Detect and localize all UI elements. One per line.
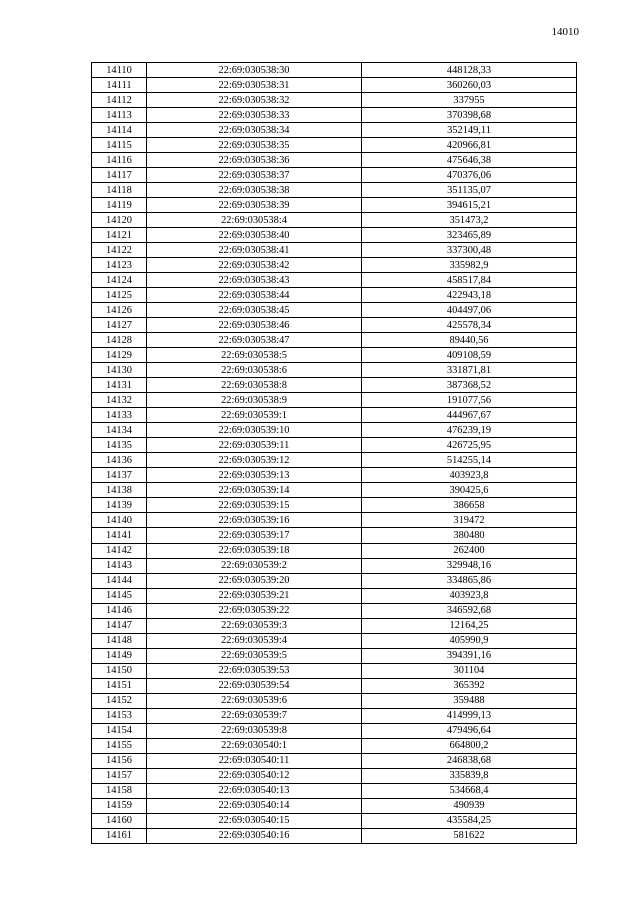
table-row (92, 648, 577, 663)
row-number-cell: 14147 (92, 618, 147, 633)
value-cell: 414999,13 (362, 708, 577, 723)
row-number-cell: 14158 (92, 783, 147, 798)
row-number-cell: 14156 (92, 753, 147, 768)
table-row (92, 753, 577, 768)
cadastral-number-cell: 22:69:030538:41 (147, 243, 362, 258)
row-number-cell: 14123 (92, 258, 147, 273)
cadastral-number-cell: 22:69:030539:10 (147, 423, 362, 438)
table-row (92, 423, 577, 438)
row-number-cell: 14155 (92, 738, 147, 753)
value-cell: 334865,86 (362, 573, 577, 588)
value-cell: 448128,33 (362, 63, 577, 78)
table-row (92, 228, 577, 243)
value-cell: 444967,67 (362, 408, 577, 423)
row-number-cell: 14130 (92, 363, 147, 378)
cadastral-number-cell: 22:69:030538:47 (147, 333, 362, 348)
cadastral-number-cell: 22:69:030539:3 (147, 618, 362, 633)
row-number-cell: 14133 (92, 408, 147, 423)
value-cell: 380480 (362, 528, 577, 543)
cadastral-number-cell: 22:69:030539:14 (147, 483, 362, 498)
table-row (92, 213, 577, 228)
cadastral-number-cell: 22:69:030538:40 (147, 228, 362, 243)
cadastral-number-cell: 22:69:030540:15 (147, 813, 362, 828)
table-row (92, 453, 577, 468)
value-cell: 323465,89 (362, 228, 577, 243)
value-cell: 420966,81 (362, 138, 577, 153)
row-number-cell: 14124 (92, 273, 147, 288)
cadastral-number-cell: 22:69:030538:32 (147, 93, 362, 108)
table-row (92, 288, 577, 303)
cadastral-number-cell: 22:69:030539:12 (147, 453, 362, 468)
table-row (92, 123, 577, 138)
table-row (92, 663, 577, 678)
table-row (92, 468, 577, 483)
table-row (92, 78, 577, 93)
row-number-cell: 14144 (92, 573, 147, 588)
value-cell: 479496,64 (362, 723, 577, 738)
cadastral-number-cell: 22:69:030538:36 (147, 153, 362, 168)
value-cell: 89440,56 (362, 333, 577, 348)
cadastral-number-cell: 22:69:030539:6 (147, 693, 362, 708)
cadastral-number-cell: 22:69:030538:30 (147, 63, 362, 78)
value-cell: 405990,9 (362, 633, 577, 648)
cadastral-number-cell: 22:69:030538:44 (147, 288, 362, 303)
row-number-cell: 14120 (92, 213, 147, 228)
cadastral-number-cell: 22:69:030539:13 (147, 468, 362, 483)
value-cell: 335839,8 (362, 768, 577, 783)
row-number-cell: 14154 (92, 723, 147, 738)
row-number-cell: 14127 (92, 318, 147, 333)
row-number-cell: 14111 (92, 78, 147, 93)
table-row (92, 378, 577, 393)
table-row (92, 198, 577, 213)
value-cell: 470376,06 (362, 168, 577, 183)
table-row (92, 108, 577, 123)
cadastral-number-cell: 22:69:030538:37 (147, 168, 362, 183)
value-cell: 351473,2 (362, 213, 577, 228)
table-row (92, 153, 577, 168)
row-number-cell: 14128 (92, 333, 147, 348)
value-cell: 337955 (362, 93, 577, 108)
cadastral-number-cell: 22:69:030538:9 (147, 393, 362, 408)
cadastral-number-cell: 22:69:030539:15 (147, 498, 362, 513)
table-row (92, 738, 577, 753)
table-row (92, 348, 577, 363)
value-cell: 359488 (362, 693, 577, 708)
row-number-cell: 14125 (92, 288, 147, 303)
row-number-cell: 14152 (92, 693, 147, 708)
row-number-cell: 14116 (92, 153, 147, 168)
value-cell: 246838,68 (362, 753, 577, 768)
cadastral-number-cell: 22:69:030539:7 (147, 708, 362, 723)
value-cell: 514255,14 (362, 453, 577, 468)
row-number-cell: 14143 (92, 558, 147, 573)
row-number-cell: 14136 (92, 453, 147, 468)
row-number-cell: 14160 (92, 813, 147, 828)
cadastral-number-cell: 22:69:030538:5 (147, 348, 362, 363)
value-cell: 409108,59 (362, 348, 577, 363)
table-row (92, 393, 577, 408)
table-row (92, 168, 577, 183)
value-cell: 390425,6 (362, 483, 577, 498)
cadastral-number-cell: 22:69:030539:4 (147, 633, 362, 648)
row-number-cell: 14157 (92, 768, 147, 783)
row-number-cell: 14112 (92, 93, 147, 108)
value-cell: 387368,52 (362, 378, 577, 393)
table-row (92, 438, 577, 453)
value-cell: 346592,68 (362, 603, 577, 618)
value-cell: 534668,4 (362, 783, 577, 798)
cadastral-number-cell: 22:69:030538:33 (147, 108, 362, 123)
value-cell: 476239,19 (362, 423, 577, 438)
row-number-cell: 14148 (92, 633, 147, 648)
table-row (92, 303, 577, 318)
table-row (92, 828, 577, 843)
cadastral-value-table (91, 62, 577, 844)
cadastral-number-cell: 22:69:030540:1 (147, 738, 362, 753)
value-cell: 360260,03 (362, 78, 577, 93)
table-row (92, 588, 577, 603)
table-body (92, 63, 577, 844)
row-number-cell: 14149 (92, 648, 147, 663)
table-row (92, 63, 577, 78)
table-row (92, 633, 577, 648)
row-number-cell: 14122 (92, 243, 147, 258)
table-row (92, 708, 577, 723)
value-cell: 404497,06 (362, 303, 577, 318)
value-cell: 394391,16 (362, 648, 577, 663)
table-row (92, 558, 577, 573)
cadastral-number-cell: 22:69:030538:34 (147, 123, 362, 138)
table-row (92, 318, 577, 333)
row-number-cell: 14115 (92, 138, 147, 153)
value-cell: 386658 (362, 498, 577, 513)
value-cell: 329948,16 (362, 558, 577, 573)
row-number-cell: 14135 (92, 438, 147, 453)
row-number-cell: 14121 (92, 228, 147, 243)
value-cell: 435584,25 (362, 813, 577, 828)
table-row (92, 603, 577, 618)
table-row (92, 513, 577, 528)
cadastral-number-cell: 22:69:030538:42 (147, 258, 362, 273)
cadastral-number-cell: 22:69:030539:20 (147, 573, 362, 588)
value-cell: 331871,81 (362, 363, 577, 378)
table-row (92, 798, 577, 813)
value-cell: 351135,07 (362, 183, 577, 198)
table-row (92, 783, 577, 798)
value-cell: 458517,84 (362, 273, 577, 288)
table-row (92, 678, 577, 693)
cadastral-number-cell: 22:69:030540:12 (147, 768, 362, 783)
table-row (92, 183, 577, 198)
cadastral-number-cell: 22:69:030539:53 (147, 663, 362, 678)
row-number-cell: 14110 (92, 63, 147, 78)
table-row (92, 693, 577, 708)
table-row (92, 93, 577, 108)
value-cell: 475646,38 (362, 153, 577, 168)
row-number-cell: 14113 (92, 108, 147, 123)
cadastral-number-cell: 22:69:030538:43 (147, 273, 362, 288)
row-number-cell: 14140 (92, 513, 147, 528)
value-cell: 301104 (362, 663, 577, 678)
cadastral-number-cell: 22:69:030539:17 (147, 528, 362, 543)
row-number-cell: 14153 (92, 708, 147, 723)
row-number-cell: 14145 (92, 588, 147, 603)
table-row (92, 243, 577, 258)
value-cell: 490939 (362, 798, 577, 813)
value-cell: 335982,9 (362, 258, 577, 273)
row-number-cell: 14126 (92, 303, 147, 318)
row-number-cell: 14150 (92, 663, 147, 678)
row-number-cell: 14131 (92, 378, 147, 393)
table-row (92, 258, 577, 273)
value-cell: 337300,48 (362, 243, 577, 258)
table-row (92, 618, 577, 633)
value-cell: 352149,11 (362, 123, 577, 138)
table-row (92, 408, 577, 423)
value-cell: 394615,21 (362, 198, 577, 213)
table-row (92, 813, 577, 828)
cadastral-number-cell: 22:69:030540:14 (147, 798, 362, 813)
cadastral-number-cell: 22:69:030538:8 (147, 378, 362, 393)
row-number-cell: 14114 (92, 123, 147, 138)
table-row (92, 363, 577, 378)
cadastral-number-cell: 22:69:030538:4 (147, 213, 362, 228)
cadastral-number-cell: 22:69:030539:1 (147, 408, 362, 423)
cadastral-number-cell: 22:69:030539:5 (147, 648, 362, 663)
table-row (92, 138, 577, 153)
value-cell: 425578,34 (362, 318, 577, 333)
cadastral-number-cell: 22:69:030538:39 (147, 198, 362, 213)
value-cell: 262400 (362, 543, 577, 558)
cadastral-number-cell: 22:69:030539:21 (147, 588, 362, 603)
row-number-cell: 14146 (92, 603, 147, 618)
value-cell: 664800,2 (362, 738, 577, 753)
cadastral-number-cell: 22:69:030540:11 (147, 753, 362, 768)
value-cell: 403923,8 (362, 468, 577, 483)
row-number-cell: 14118 (92, 183, 147, 198)
table-row (92, 723, 577, 738)
row-number-cell: 14142 (92, 543, 147, 558)
row-number-cell: 14129 (92, 348, 147, 363)
table-row (92, 528, 577, 543)
row-number-cell: 14119 (92, 198, 147, 213)
row-number-cell: 14139 (92, 498, 147, 513)
table-row (92, 273, 577, 288)
cadastral-number-cell: 22:69:030538:46 (147, 318, 362, 333)
cadastral-number-cell: 22:69:030539:16 (147, 513, 362, 528)
table-row (92, 483, 577, 498)
row-number-cell: 14159 (92, 798, 147, 813)
cadastral-number-cell: 22:69:030538:31 (147, 78, 362, 93)
row-number-cell: 14151 (92, 678, 147, 693)
value-cell: 422943,18 (362, 288, 577, 303)
cadastral-number-cell: 22:69:030540:16 (147, 828, 362, 843)
value-cell: 370398,68 (362, 108, 577, 123)
value-cell: 12164,25 (362, 618, 577, 633)
table-row (92, 543, 577, 558)
cadastral-number-cell: 22:69:030538:35 (147, 138, 362, 153)
cadastral-number-cell: 22:69:030539:8 (147, 723, 362, 738)
row-number-cell: 14137 (92, 468, 147, 483)
value-cell: 365392 (362, 678, 577, 693)
cadastral-number-cell: 22:69:030539:2 (147, 558, 362, 573)
row-number-cell: 14141 (92, 528, 147, 543)
cadastral-number-cell: 22:69:030540:13 (147, 783, 362, 798)
cadastral-number-cell: 22:69:030538:45 (147, 303, 362, 318)
row-number-cell: 14138 (92, 483, 147, 498)
table-row (92, 768, 577, 783)
value-cell: 403923,8 (362, 588, 577, 603)
cadastral-number-cell: 22:69:030539:11 (147, 438, 362, 453)
cadastral-number-cell: 22:69:030538:38 (147, 183, 362, 198)
value-cell: 581622 (362, 828, 577, 843)
row-number-cell: 14117 (92, 168, 147, 183)
row-number-cell: 14161 (92, 828, 147, 843)
page-number: 14010 (551, 26, 579, 38)
table-row (92, 498, 577, 513)
table-row (92, 573, 577, 588)
cadastral-number-cell: 22:69:030539:22 (147, 603, 362, 618)
cadastral-number-cell: 22:69:030539:54 (147, 678, 362, 693)
row-number-cell: 14134 (92, 423, 147, 438)
value-cell: 191077,56 (362, 393, 577, 408)
value-cell: 426725,95 (362, 438, 577, 453)
cadastral-number-cell: 22:69:030538:6 (147, 363, 362, 378)
value-cell: 319472 (362, 513, 577, 528)
table-row (92, 333, 577, 348)
cadastral-number-cell: 22:69:030539:18 (147, 543, 362, 558)
row-number-cell: 14132 (92, 393, 147, 408)
